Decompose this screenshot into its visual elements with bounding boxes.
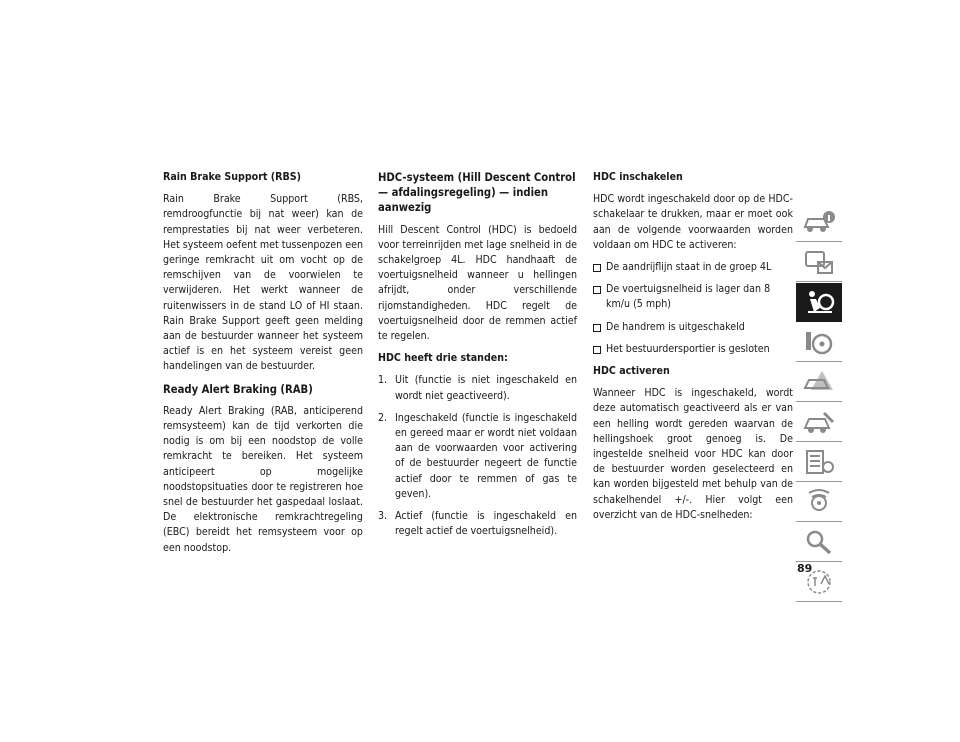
tab-dashboard[interactable]	[796, 243, 842, 282]
list-item	[593, 282, 793, 312]
paragraph-hdc-enable: HDC wordt ingeschakeld door op de HDC-schakelaar te drukken, maar er moet ook aan de volgende voorwaarden worden voldaan om HDC te activeren:	[593, 193, 793, 251]
heading-ready-alert-braking: Ready Alert Braking (RAB)	[163, 382, 313, 396]
tab-car-info[interactable]	[796, 203, 842, 242]
checkbox-square-icon	[593, 264, 601, 272]
list-item	[593, 320, 793, 335]
checkbox-square-icon	[593, 324, 601, 332]
list-item	[378, 373, 577, 403]
specifications-list-icon	[802, 448, 836, 476]
magnifier-index-icon	[802, 528, 836, 556]
list-item	[378, 509, 577, 539]
paragraph-hdc-intro: Hill Descent Control (HDC) is bedoeld voor terreinrijden met lage snelheid in de schakelgroep 4L. HDC handhaaft de voertuigsnelheid wanneer u hellingen afrijdt, onder verschillende rijomstandigheden. HDC regelt de voertuigsnelheid door de remmen actief te regelen.	[378, 223, 577, 343]
tab-multimedia[interactable]	[796, 483, 842, 522]
list-item	[593, 260, 793, 275]
chapter-tabs	[796, 203, 842, 603]
list-item-text: De voertuigsnelheid is lager dan 8 km/u (5 mph)	[606, 283, 771, 311]
checkbox-square-icon	[593, 286, 601, 294]
paragraph-rbs: Rain Brake Support (RBS, remdroogfunctie bij nat weer) kan de remprestaties bij nat weer verbeteren. Het systeem oefent met tussenpozen een geringe remkracht uit om vocht op de remschijven van de voorwielen te verwijderen. Het werkt wanneer de ruitenwissers in de stand LO of HI staan. Rain Brake Support geeft geen melding aan de bestuurder wanneer het systeem actief is en het systeem vereist geen handelingen van de bestuurder.	[163, 193, 363, 373]
subheading-hdc-activate: HDC activeren	[593, 365, 670, 378]
column-3	[593, 170, 793, 530]
heading-hdc-system: HDC-systeem (Hill Descent Control — afdalingsregeling) — indien aanwezig	[378, 171, 576, 215]
list-item-text: Uit (functie is niet ingeschakeld en wordt niet geactiveerd).	[395, 374, 577, 402]
tab-specifications[interactable]	[796, 443, 842, 482]
list-item-text: De aandrijflijn staat in de groep 4L	[606, 261, 772, 274]
hdc-conditions-list	[593, 260, 793, 357]
list-item	[378, 411, 577, 502]
car-warning-icon	[802, 368, 836, 396]
subheading-hdc-enable: HDC inschakelen	[593, 171, 683, 183]
list-number: 2.	[378, 411, 388, 424]
list-item-text: Actief (functie is ingeschakeld en regelt actief de voertuigsnelheid).	[395, 510, 577, 538]
tab-emergency[interactable]	[796, 363, 842, 402]
airbag-safety-icon	[802, 288, 836, 316]
column-2	[378, 170, 577, 546]
page-number: 89	[797, 562, 813, 575]
tab-index[interactable]	[796, 523, 842, 562]
checkbox-square-icon	[593, 346, 601, 354]
list-item-text: Het bestuurdersportier is gesloten	[606, 342, 770, 355]
paragraph-rab: Ready Alert Braking (RAB, anticiperend remsysteem) kan de tijd verkorten die nodig is om bij een noodstop de volle remkracht te bereiken. Het systeem anticipeert op mogelijke noodstopsituaties door te registreren hoe snel de bestuurder het gaspedaal loslaat. De elektronische remkrachtregeling (EBC) bereidt het remsysteem voor op een noodstop.	[163, 404, 363, 554]
multimedia-radio-icon	[802, 488, 836, 516]
hdc-modes-list	[378, 373, 577, 539]
car-info-icon	[802, 208, 836, 236]
tab-safety[interactable]	[796, 283, 842, 322]
tab-service[interactable]	[796, 403, 842, 442]
heading-rain-brake-support: Rain Brake Support (RBS)	[163, 171, 301, 183]
dashboard-message-icon	[802, 248, 836, 276]
list-item-text: De handrem is uitgeschakeld	[606, 320, 745, 333]
steering-wheel-icon	[802, 328, 836, 356]
car-service-icon	[802, 408, 836, 436]
tab-driving[interactable]	[796, 323, 842, 362]
list-number: 3.	[378, 510, 388, 523]
list-item	[593, 342, 793, 357]
subheading-hdc-modes: HDC heeft drie standen:	[378, 352, 508, 365]
column-1	[163, 170, 363, 563]
paragraph-hdc-activate: Wanneer HDC is ingeschakeld, wordt deze automatisch geactiveerd als er van een helling wordt gereden waarvan de hellingshoek groot genoeg is. De ingestelde snelheid voor HDC kan door de bestuurder worden geselecteerd en kan worden bijgesteld met behulp van de schakelhendel +/-. Hier volgt een overzicht van de HDC-snelheden:	[593, 387, 793, 521]
list-number: 1.	[378, 374, 388, 387]
list-item-text: Ingeschakeld (functie is ingeschakeld en gereed maar er wordt niet voldaan aan de voorwaarden voor activering of de bestuurder negeert de functie actief door te remmen of gas te geven).	[395, 411, 577, 500]
